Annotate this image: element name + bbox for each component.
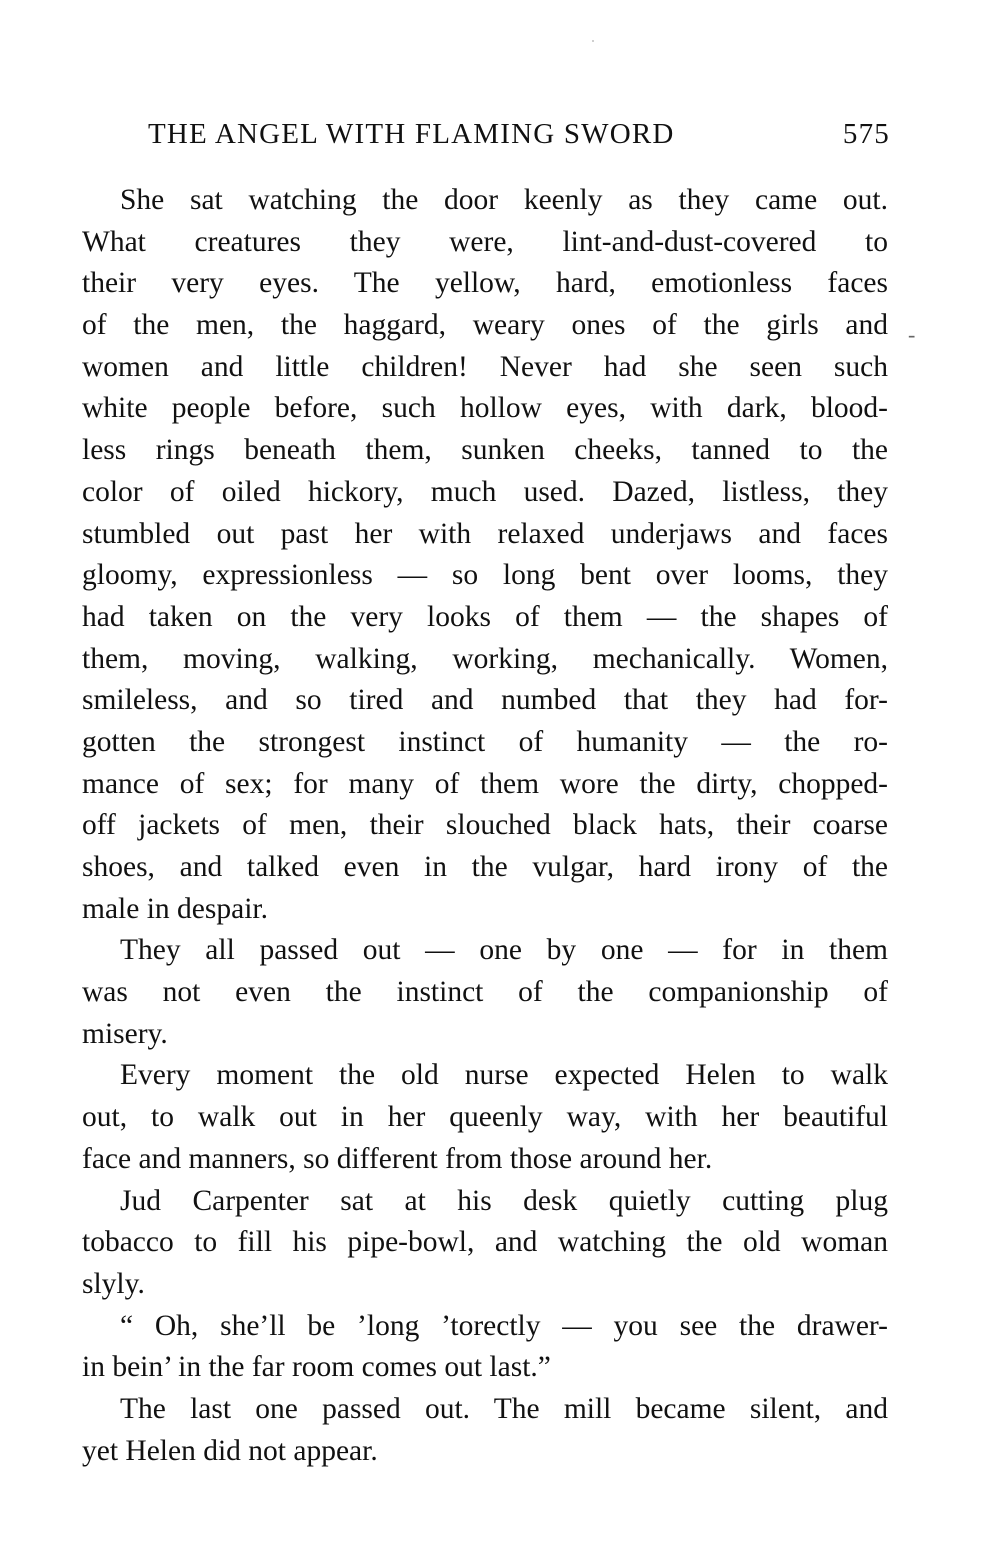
paper-speck	[592, 40, 594, 42]
text-line: face and manners, so different from those around her.	[82, 1142, 713, 1175]
text-line: What creatures they were, lint-and-dust-covered to	[82, 225, 888, 258]
text-line: in bein’ in the far room comes out last.”	[82, 1351, 551, 1384]
text-line: stumbled out past her with relaxed underjaws and faces	[82, 517, 888, 550]
text-line: was not even the instinct of the companionship of	[82, 976, 888, 1009]
text-line: gloomy, expressionless — so long bent over looms, they	[82, 559, 888, 592]
text-line: color of oiled hickory, much used. Dazed, listless, they	[82, 475, 888, 508]
running-head-title: THE ANGEL WITH FLAMING SWORD	[148, 118, 675, 150]
text-line: gotten the strongest instinct of humanity — the ro-	[82, 725, 888, 758]
text-line: them, moving, walking, working, mechanically. Women,	[82, 642, 888, 675]
running-head	[148, 112, 890, 156]
text-line: shoes, and talked even in the vulgar, hard irony of the	[82, 851, 888, 883]
text-line: The last one passed out. The mill became silent, and	[120, 1392, 888, 1425]
text-line: women and little children! Never had she seen such	[82, 350, 888, 383]
text-line: smileless, and so tired and numbed that they had for-	[82, 684, 888, 717]
body-text	[82, 180, 888, 1472]
text-line: male in despair.	[82, 892, 268, 925]
text-line: Jud Carpenter sat at his desk quietly cutting plug	[120, 1184, 888, 1217]
text-line: “ Oh, she’ll be ’long ’torectly — you see the drawer-	[120, 1309, 888, 1342]
text-line: They all passed out — one by one — for in them	[120, 934, 888, 967]
text-line: tobacco to fill his pipe-bowl, and watching the old woman	[82, 1226, 888, 1259]
text-line: yet Helen did not appear.	[82, 1434, 378, 1467]
text-line: mance of sex; for many of them wore the dirty, chopped-	[82, 767, 888, 800]
text-line: She sat watching the door keenly as they came out.	[120, 184, 888, 216]
page-number: 575	[842, 118, 890, 150]
text-line: off jackets of men, their slouched black hats, their coarse	[82, 809, 888, 842]
text-line: slyly.	[82, 1267, 145, 1300]
text-line: of the men, the haggard, weary ones of the girls and	[82, 309, 888, 342]
margin-mark: -	[908, 322, 916, 347]
text-line: out, to walk out in her queenly way, with her beautiful	[82, 1101, 888, 1134]
text-line: misery.	[82, 1017, 168, 1050]
text-line: white people before, such hollow eyes, with dark, blood-	[82, 392, 888, 425]
text-line: had taken on the very looks of them — the shapes of	[82, 600, 888, 633]
text-line: less rings beneath them, sunken cheeks, tanned to the	[82, 434, 888, 467]
text-line: Every moment the old nurse expected Helen to walk	[120, 1059, 888, 1092]
text-line: their very eyes. The yellow, hard, emotionless faces	[82, 267, 888, 300]
